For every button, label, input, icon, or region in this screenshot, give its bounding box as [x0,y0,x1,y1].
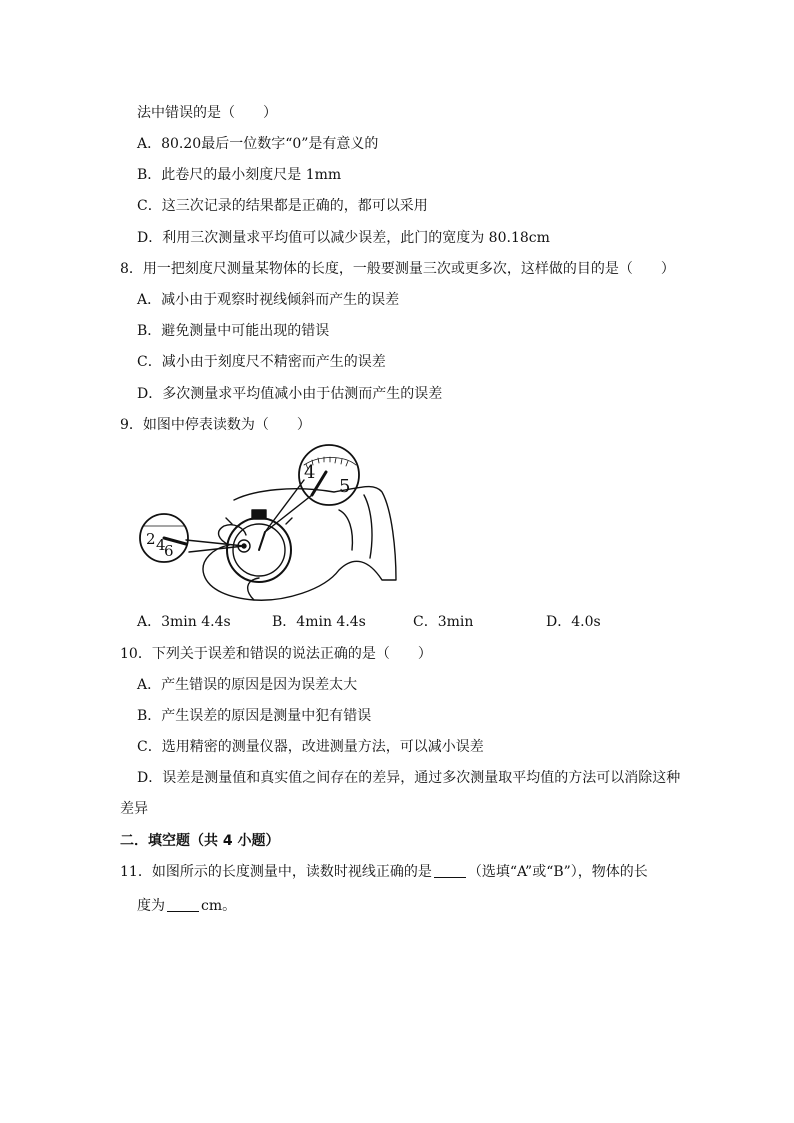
q10-option-d-wrap: 差异 [120,801,148,817]
q7-option-a: A．80.20最后一位数字“0”是有意义的 [137,136,379,152]
q8-option-d: D．多次测量求平均值减小由于估测而产生的误差 [137,386,443,402]
q8-stem: 8．用一把刻度尺测量某物体的长度，一般要测量三次或更多次，这样做的目的是（ ） [120,261,675,277]
q9-option-a: A．3min 4.4s [137,614,231,630]
q7-option-c: C．这三次记录的结果都是正确的，都可以采用 [137,198,428,214]
q10-option-c: C．选用精密的测量仪器，改进测量方法，可以减小误差 [137,739,484,755]
large-dial-digit-5: 5 [339,476,351,497]
q11-text-1b: （选填“A”或“B”），物体的长 [467,864,648,880]
q7-option-b: B．此卷尺的最小刻度尺是 1mm [137,167,342,183]
q8-option-b: B．避免测量中可能出现的错误 [137,323,330,339]
stopwatch-crown [252,510,266,519]
q8-option-a: A．减小由于观察时视线倾斜而产生的误差 [137,292,400,308]
q10-option-d: D．误差是测量值和真实值之间存在的差异，通过多次测量取平均值的方法可以消除这种 [137,770,681,786]
q7-option-d: D．利用三次测量求平均值可以减少误差，此门的宽度为 80.18cm [137,230,550,246]
q11-text-2b: cm。 [201,898,237,914]
q11-blank-2 [167,897,199,912]
q9-stem: 9．如图中停表读数为（ ） [120,417,311,433]
q11-text-1a: 11．如图所示的长度测量中，读数时视线正确的是 [120,864,432,880]
q9-option-b: B．4min 4.4s [272,614,366,630]
stopwatch-figure [134,440,404,610]
q10-stem: 10．下列关于误差和错误的说法正确的是（ ） [120,646,432,662]
section-2-title: 二．填空题（共 4 小题） [120,833,280,849]
q9-option-c: C．3min [413,614,474,630]
q10-option-a: A．产生错误的原因是因为误差太大 [137,677,358,693]
q11-text-2a: 度为 [137,898,165,914]
q10-option-b: B．产生误差的原因是测量中犯有错误 [137,708,372,724]
small-dial-digit-2: 2 [146,530,156,548]
q7-stem-tail: 法中错误的是（ ） [137,105,277,121]
q8-option-c: C．减小由于刻度尺不精密而产生的误差 [137,354,386,370]
q11-blank-1 [434,863,466,878]
large-dial-digit-4: 4 [304,462,316,483]
small-dial-digit-4: 4 [156,536,166,554]
q11-line-1 [120,863,648,881]
q9-option-d: D．4.0s [546,614,601,630]
small-dial-digit-6: 6 [164,542,174,560]
q11-line-2 [137,897,236,915]
